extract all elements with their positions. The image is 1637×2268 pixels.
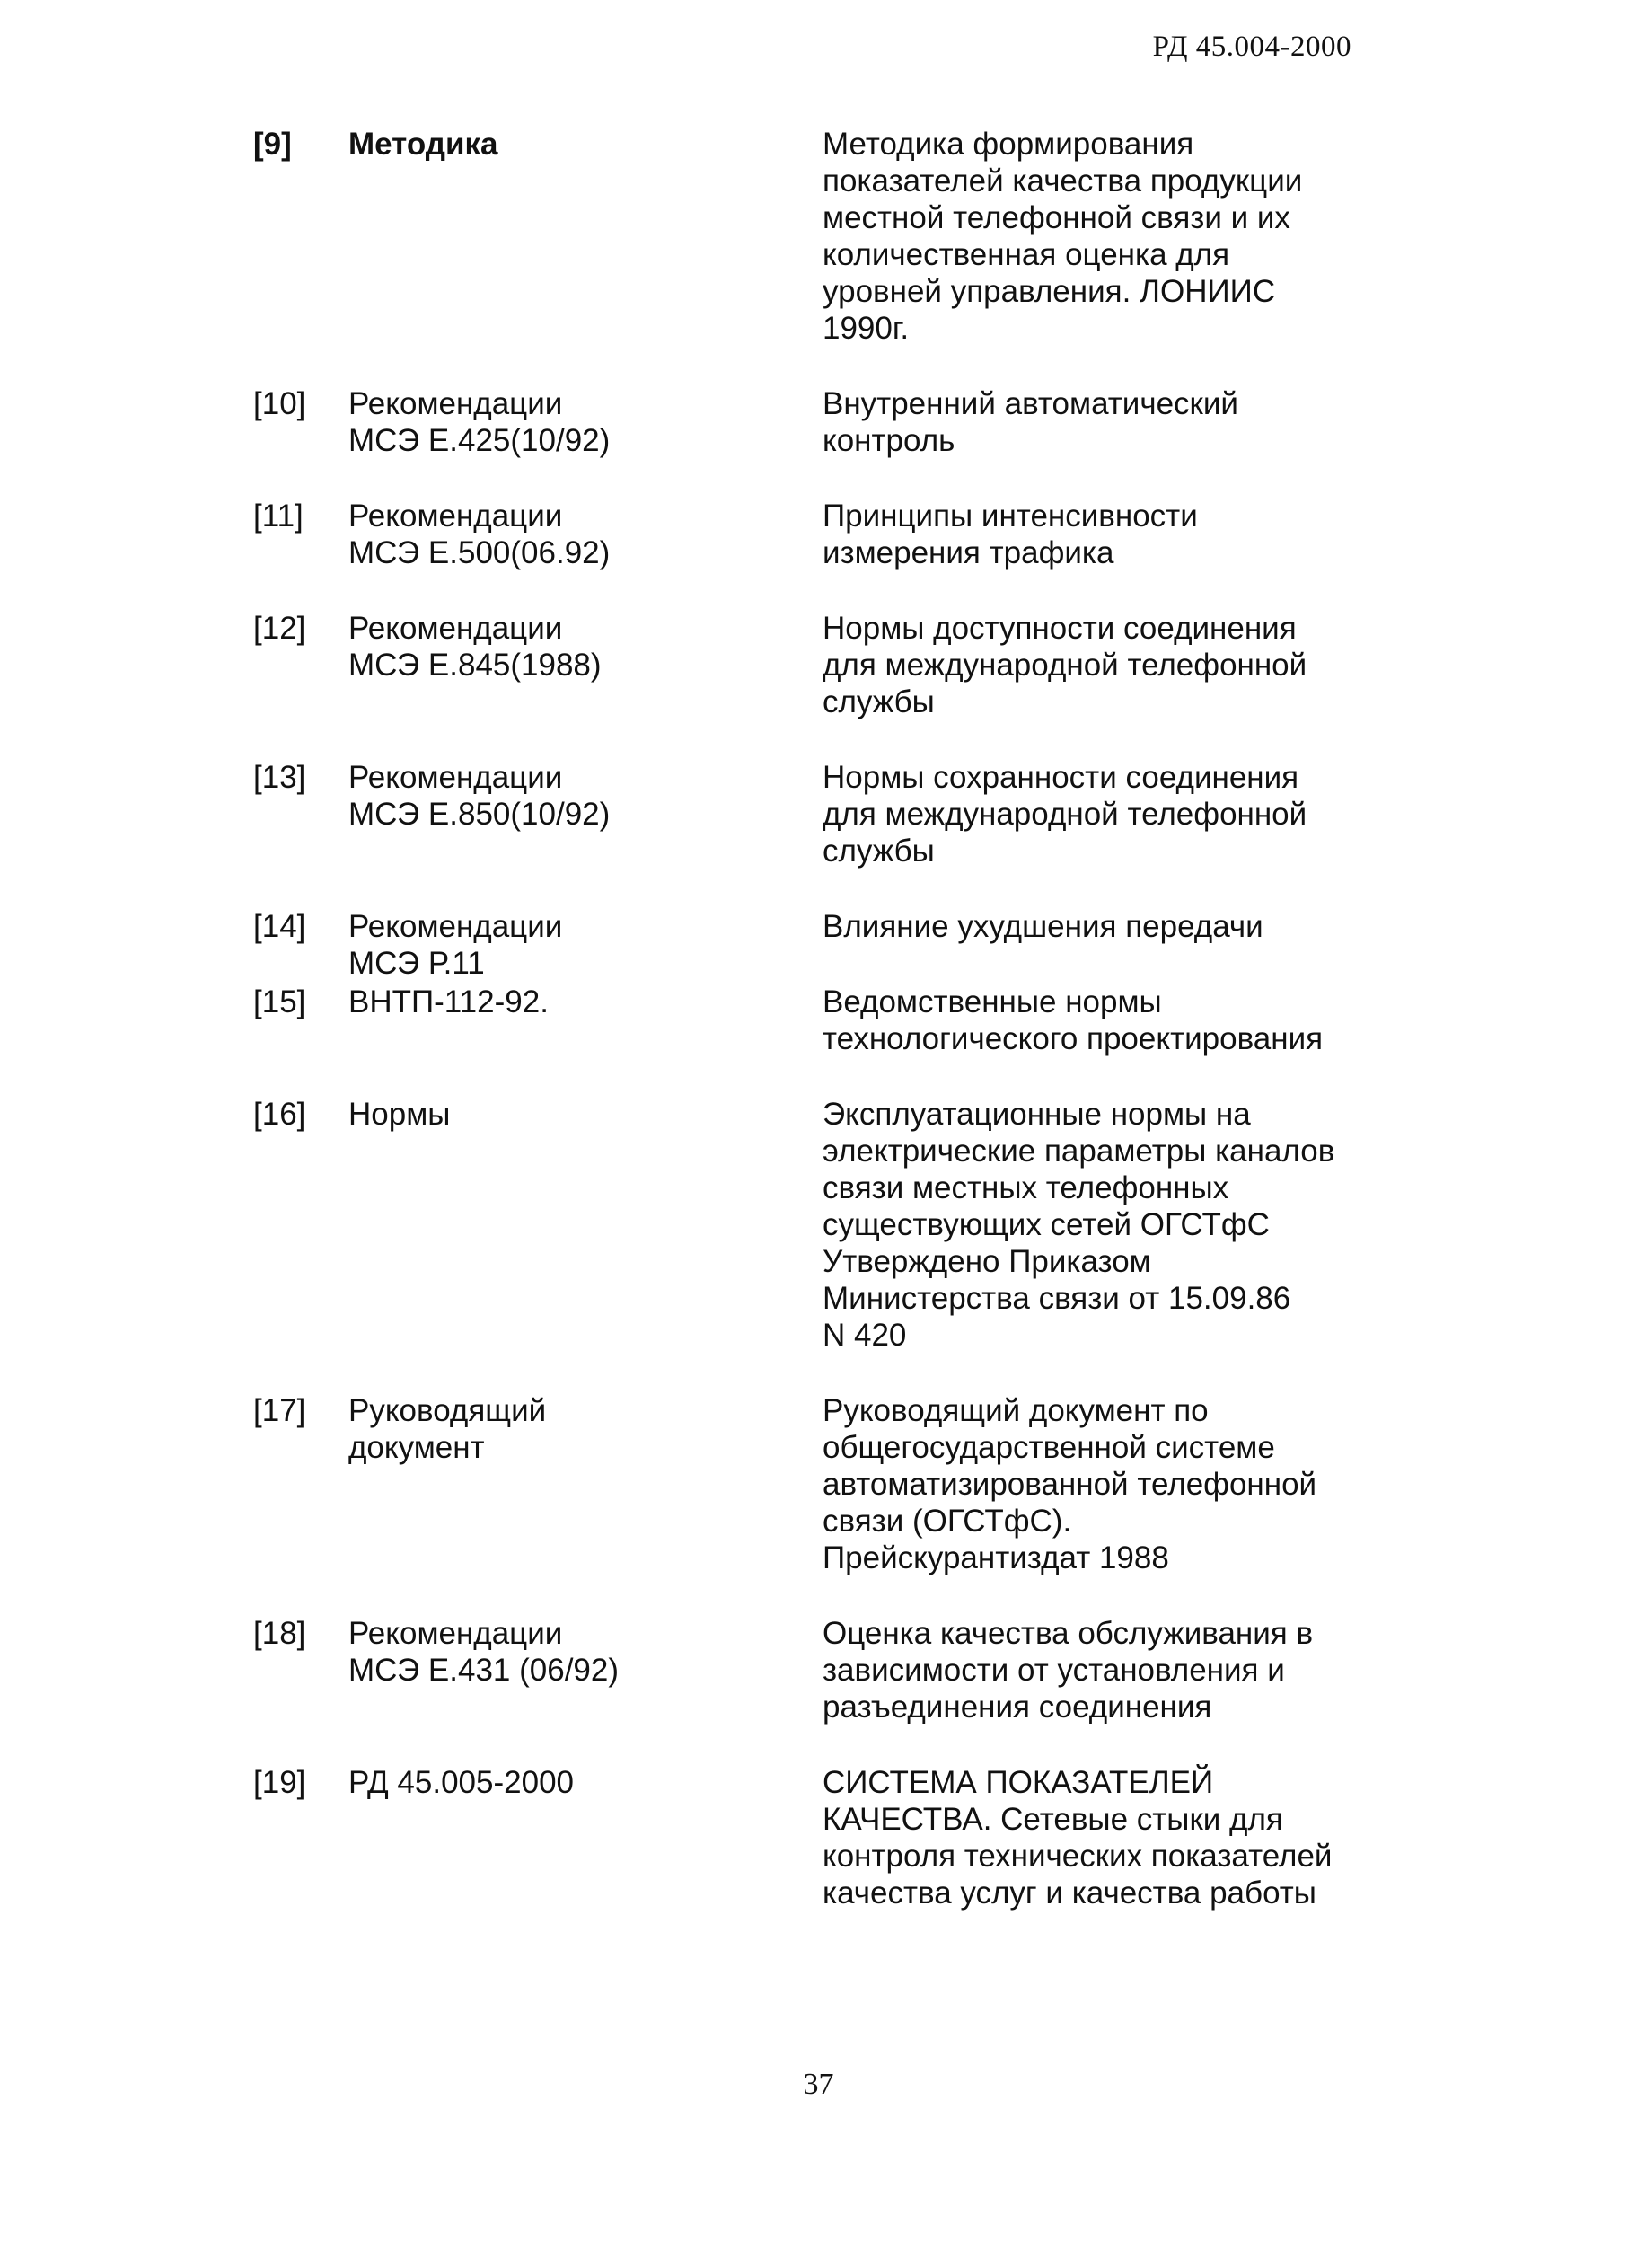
reference-document: Рекомендации МСЭ Е.425(10/92): [348, 386, 611, 458]
reference-document: Рекомендации МСЭ Е.850(10/92): [348, 760, 611, 832]
document-code-header: РД 45.004-2000: [1152, 31, 1351, 63]
reference-list: [0, 126, 1637, 1950]
reference-number: [16]: [253, 1097, 306, 1132]
reference-number: [13]: [253, 760, 306, 795]
reference-number: [15]: [253, 984, 306, 1019]
reference-item: [0, 1615, 1637, 1725]
reference-document: Методика: [348, 127, 498, 162]
reference-item: [0, 385, 1637, 459]
reference-item: [0, 984, 1637, 1057]
page-number: 37: [803, 2068, 834, 2101]
reference-document: Рекомендации МСЭ Е.845(1988): [348, 611, 602, 683]
reference-number: [18]: [253, 1616, 306, 1651]
reference-item: [0, 759, 1637, 869]
reference-title: Нормы доступности соединения для международной телефонной службы: [823, 611, 1307, 719]
reference-title: Оценка качества обслуживания в зависимости от установления и разъединения соединения: [823, 1616, 1314, 1725]
reference-item: [0, 498, 1637, 571]
reference-number: [14]: [253, 909, 306, 944]
reference-title: Ведомственные нормы технологического проектирования: [823, 984, 1324, 1056]
reference-number: [10]: [253, 386, 306, 421]
reference-number: [11]: [253, 499, 304, 534]
reference-number: [19]: [253, 1765, 306, 1800]
reference-document: РД 45.005-2000: [348, 1765, 574, 1800]
reference-item: [0, 1764, 1637, 1911]
reference-number: [12]: [253, 611, 306, 646]
reference-title: Эксплуатационные нормы на электрические параметры каналов связи местных телефонных существующих сетей ОГСТфС Утверждено Приказом Министерства связи от 15.09.86 N 420: [823, 1097, 1335, 1353]
reference-title: Методика формирования показателей качества продукции местной телефонной связи и их количественная оценка для уровней управления. ЛОНИИС 1990г.: [823, 127, 1303, 346]
reference-document: Рекомендации МСЭ Р.11: [348, 909, 563, 981]
reference-document: Рекомендации МСЭ Е.431 (06/92): [348, 1616, 620, 1688]
reference-item: [0, 1096, 1637, 1354]
reference-item: [0, 126, 1637, 347]
reference-title: Внутренний автоматический контроль: [823, 386, 1238, 458]
reference-item: [0, 1392, 1637, 1576]
reference-item: [0, 908, 1637, 981]
reference-title: Влияние ухудшения передачи: [823, 909, 1263, 944]
reference-number: [9]: [253, 127, 292, 162]
reference-document: Рекомендации МСЭ Е.500(06.92): [348, 499, 611, 570]
reference-title: Принципы интенсивности измерения трафика: [823, 499, 1198, 570]
reference-item: [0, 610, 1637, 720]
reference-number: [17]: [253, 1393, 306, 1428]
reference-title: СИСТЕМА ПОКАЗАТЕЛЕЙ КАЧЕСТВА. Сетевые стыки для контроля технических показателей качества услуг и качества работы: [823, 1765, 1333, 1911]
reference-title: Нормы сохранности соединения для международной телефонной службы: [823, 760, 1307, 869]
reference-title: Руководящий документ по общегосударственной системе автоматизированной телефонной связи (ОГСТфС). Прейскурантиздат 1988: [823, 1393, 1317, 1575]
reference-document: ВНТП-112-92.: [348, 984, 549, 1019]
reference-document: Руководящий документ: [348, 1393, 547, 1465]
reference-document: Нормы: [348, 1097, 451, 1132]
